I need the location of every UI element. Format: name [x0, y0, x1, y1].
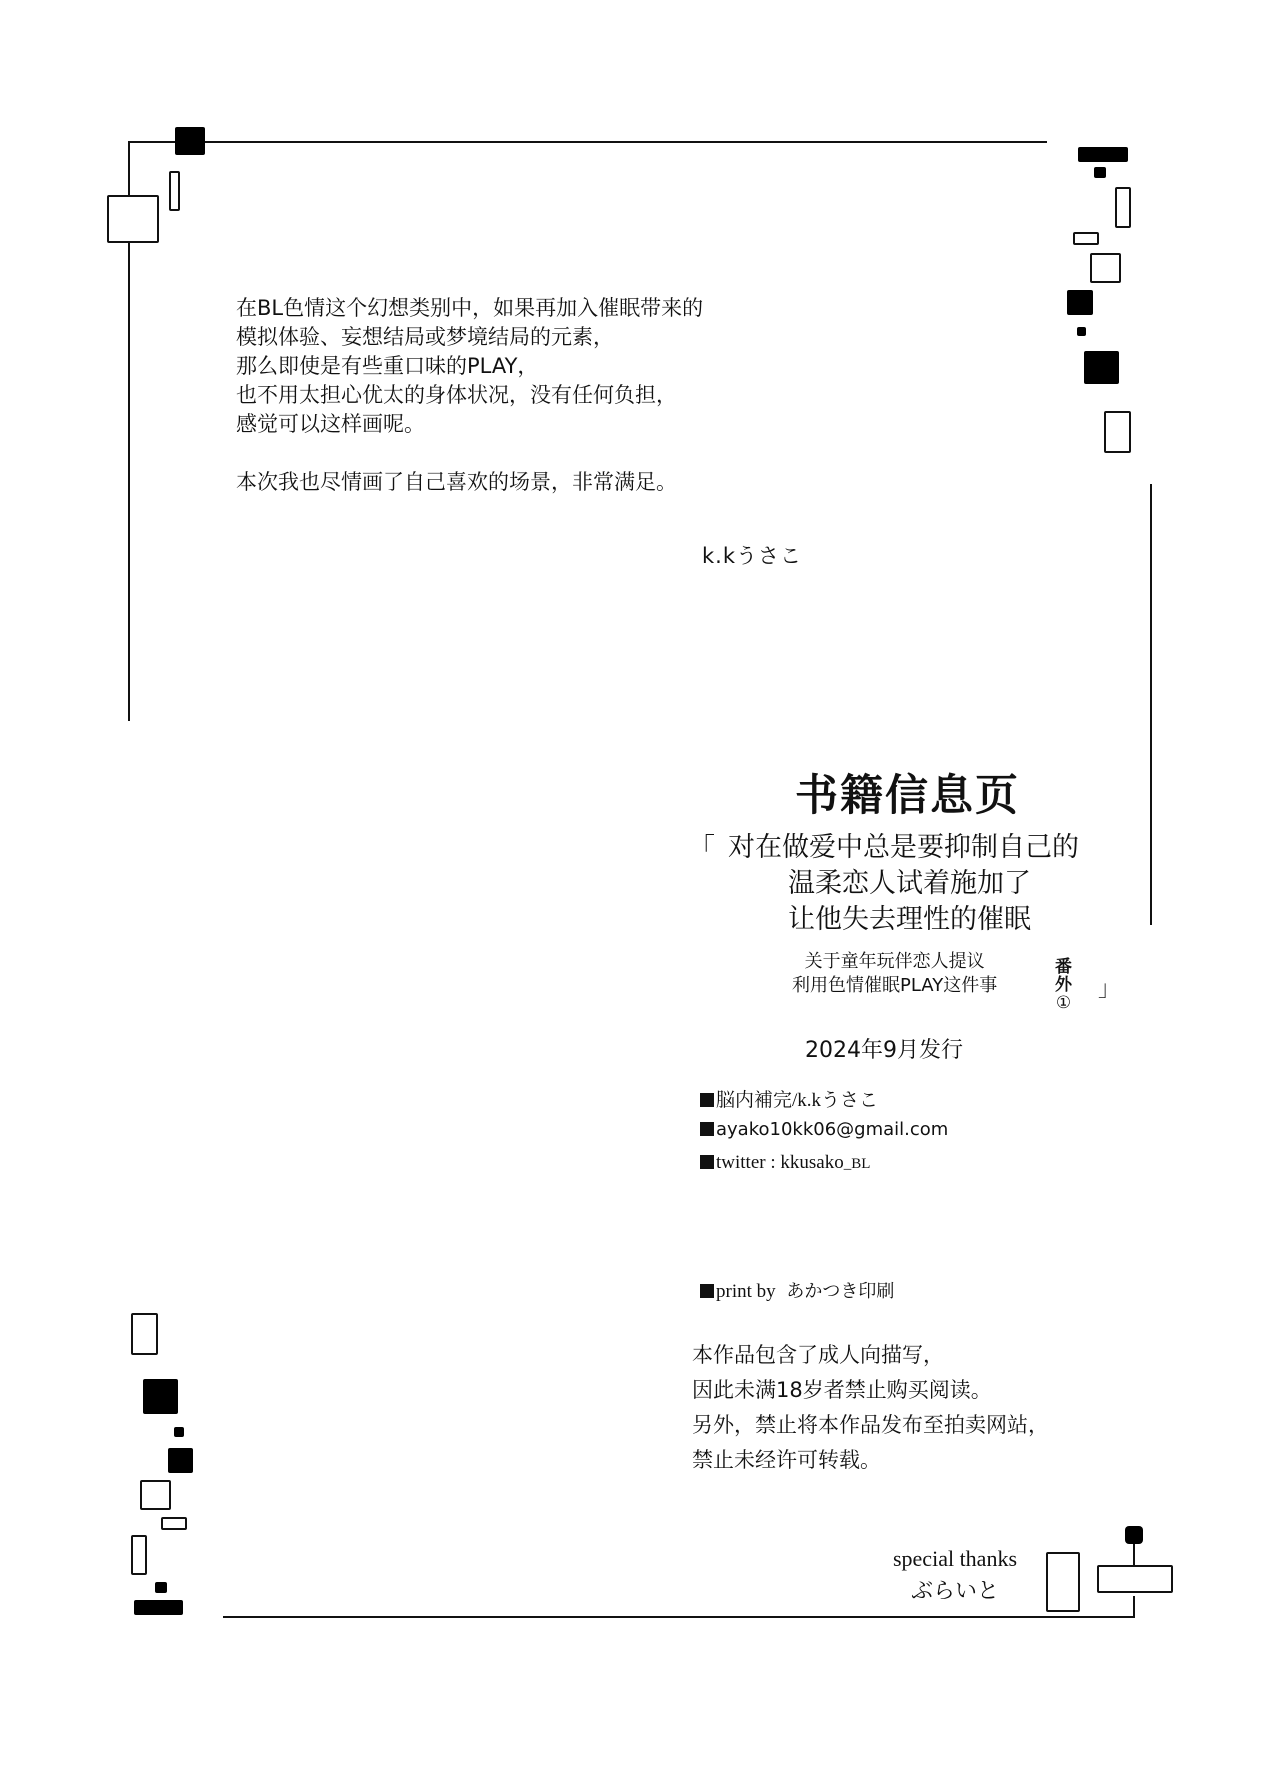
- extra-chapter-label: 番 外 ①: [1055, 957, 1072, 1013]
- deco-filled-bar: [134, 1600, 183, 1615]
- deco-small-square: [174, 1427, 184, 1437]
- afterword-line: 模拟体验、妄想结局或梦境结局的元素，: [236, 325, 614, 349]
- book-title-line: 对在做爱中总是要抑制自己的: [728, 832, 1079, 863]
- afterword-text: [236, 294, 703, 497]
- book-title-line: 温柔恋人试着施加了: [788, 868, 1031, 899]
- deco-filled-square: [143, 1379, 178, 1414]
- deco-tall-bar: [169, 171, 180, 211]
- deco-outline-square: [107, 195, 159, 243]
- deco-filled-square: [1067, 290, 1093, 315]
- deco-filled-square: [1084, 351, 1119, 384]
- special-thanks-label: special thanks: [892, 1546, 1018, 1571]
- deco-flat-bar: [1073, 232, 1099, 245]
- book-title-line: 让他失去理性的催眠: [788, 904, 1031, 935]
- printer-info: print by あかつき印刷: [700, 1277, 894, 1303]
- deco-filled-square: [168, 1448, 193, 1473]
- deco-filled-bar: [1078, 147, 1128, 162]
- frame-right-line: [1150, 484, 1152, 925]
- afterword-line: 也不用太担心优太的身体状况，没有任何负担，: [236, 383, 677, 407]
- deco-tall-bar: [131, 1535, 147, 1575]
- book-title: [728, 830, 1128, 938]
- open-bracket: 「: [688, 833, 715, 864]
- close-bracket: 」: [1098, 977, 1121, 1002]
- book-subtitle: [792, 950, 997, 998]
- afterword-line: 感觉可以这样画呢。: [236, 412, 425, 436]
- deco-small-square: [1094, 167, 1106, 178]
- deco-connector-bar: [1097, 1565, 1173, 1593]
- deco-small-square: [1077, 327, 1086, 336]
- author-signature: k.kうさこ: [702, 544, 802, 568]
- notice-line: 本作品包含了成人向描写，: [692, 1343, 944, 1367]
- deco-flat-bar: [161, 1517, 187, 1530]
- special-thanks: [872, 1543, 1038, 1607]
- deco-outline-square: [140, 1480, 171, 1510]
- afterword-closing: 本次我也尽情画了自己喜欢的场景，非常满足。: [236, 470, 677, 494]
- deco-small-square: [155, 1582, 167, 1593]
- special-thanks-name: ぶらいと: [910, 1578, 999, 1603]
- frame-bottom-right-riser: [1133, 1596, 1135, 1618]
- frame-bottom-line: [223, 1616, 1135, 1618]
- book-subtitle-line: 利用色情催眠PLAY这件事: [792, 975, 998, 996]
- book-subtitle-line: 关于童年玩伴恋人提议: [804, 951, 985, 972]
- deco-filled-square: [175, 127, 205, 155]
- bullet-square-icon: [700, 1155, 714, 1169]
- page-title: 书籍信息页: [795, 771, 1020, 821]
- twitter-handle: twitter : kkusako_BL: [700, 1152, 870, 1174]
- content-notice: [692, 1338, 1049, 1478]
- deco-outline-rect: [1104, 411, 1131, 453]
- frame-top-line: [129, 141, 1047, 143]
- notice-line: 另外，禁止将本作品发布至拍卖网站，: [692, 1413, 1049, 1437]
- deco-outline-rect: [131, 1313, 158, 1355]
- deco-connector-knob: [1125, 1526, 1143, 1544]
- release-date: 2024年9月发行: [805, 1038, 963, 1063]
- contact-email: ayako10kk06@gmail.com: [700, 1119, 948, 1140]
- notice-line: 禁止未经许可转载。: [692, 1448, 881, 1472]
- bullet-square-icon: [700, 1284, 714, 1298]
- bullet-square-icon: [700, 1122, 714, 1136]
- afterword-line: 那么即使是有些重口味的PLAY，: [236, 354, 539, 378]
- afterword-line: 在BL色情这个幻想类别中，如果再加入催眠带来的: [236, 296, 704, 320]
- bullet-square-icon: [700, 1093, 714, 1107]
- deco-tall-bar: [1115, 187, 1131, 228]
- deco-outline-square: [1090, 253, 1121, 283]
- deco-connector-stem: [1133, 1542, 1135, 1566]
- notice-line: 因此未满18岁者禁止购买阅读。: [692, 1378, 992, 1402]
- deco-outline-rect: [1046, 1552, 1080, 1612]
- circle-name: 脳内補完/k.kうさこ: [700, 1085, 878, 1112]
